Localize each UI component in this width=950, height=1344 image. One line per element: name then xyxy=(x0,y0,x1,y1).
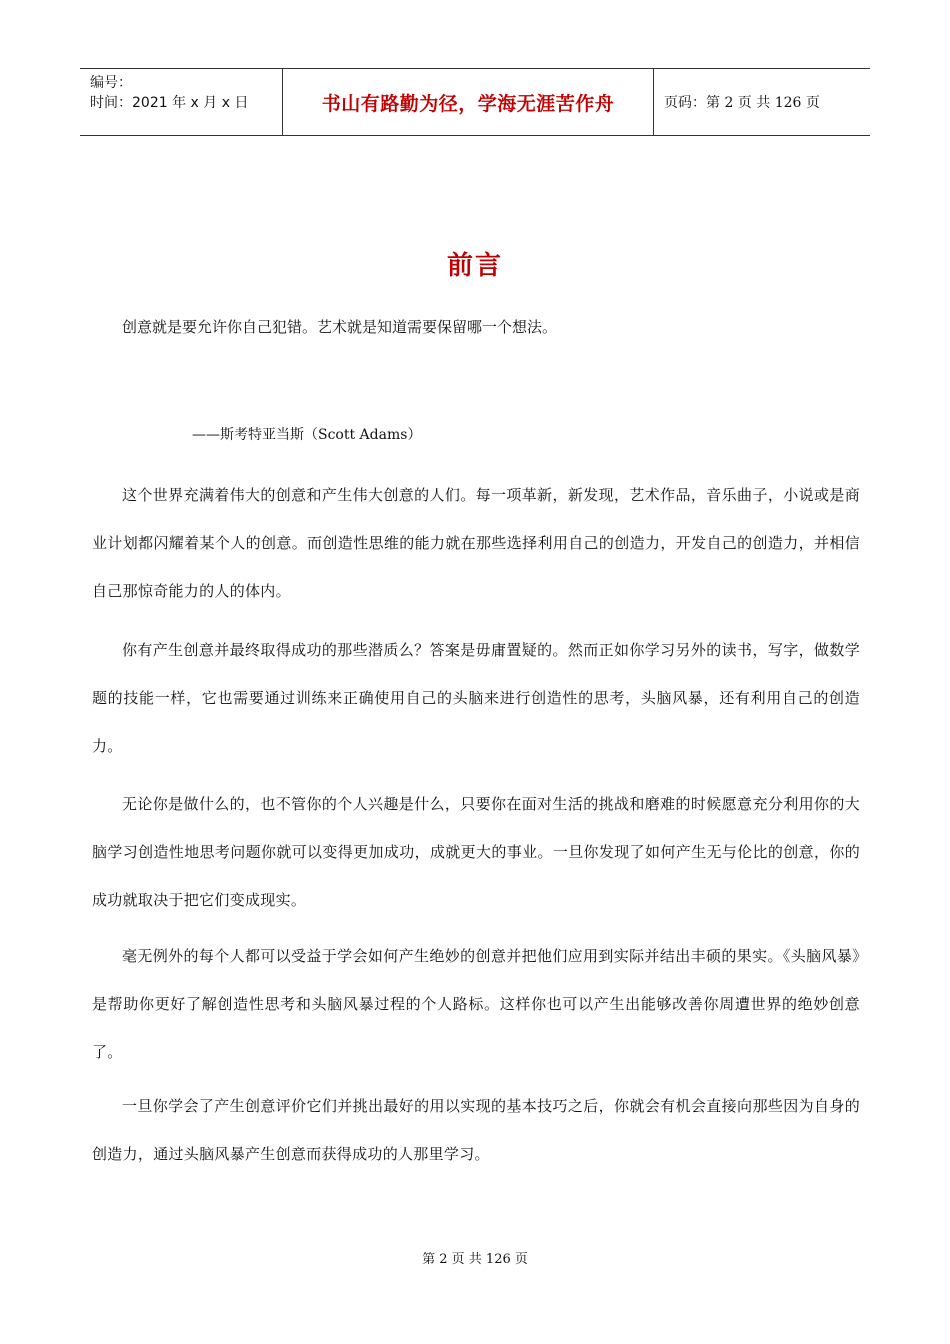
epigraph-quote: 创意就是要允许你自己犯错。艺术就是知道需要保留哪一个想法。 xyxy=(122,318,558,336)
page-title: 前言 xyxy=(446,251,503,281)
header-motto: 书山有路勤为径，学海无涯苦作舟 xyxy=(282,69,654,135)
paragraph-2: 你有产生创意并最终取得成功的那些潜质么？答案是毋庸置疑的。然而正如你学习另外的读书，写字，做数学题的技能一样，它也需要通过训练来正确使用自己的头脑来进行创造性的思考，头脑风暴，还有利用自己的创造力。 xyxy=(92,641,860,755)
header-time-label: 时间：2021 年 x 月 x 日 xyxy=(90,95,249,111)
epigraph-attribution: ——斯考特亚当斯（Scott Adams） xyxy=(192,427,422,443)
header-number-label: 编号： xyxy=(90,75,132,91)
paragraph-5: 一旦你学会了产生创意评价它们并挑出最好的用以实现的基本技巧之后，你就会有机会直接向那些因为自身的创造力，通过头脑风暴产生创意而获得成功的人那里学习。 xyxy=(92,1097,860,1163)
document-header xyxy=(80,68,870,136)
paragraph-1: 这个世界充满着伟大的创意和产生伟大创意的人们。每一项革新，新发现，艺术作品，音乐曲子，小说或是商业计划都闪耀着某个人的创意。而创造性思维的能力就在那些选择利用自己的创造力，开发自己的创造力，并相信自己那惊奇能力的人的体内。 xyxy=(92,486,860,600)
page-footer: 第 2 页 共 126 页 xyxy=(422,1252,528,1267)
paragraph-3: 无论你是做什么的，也不管你的个人兴趣是什么，只要你在面对生活的挑战和磨难的时候愿意充分利用你的大脑学习创造性地思考问题你就可以变得更加成功，成就更大的事业。一旦你发现了如何产生无与伦比的创意，你的成功就取决于把它们变成现实。 xyxy=(92,795,860,909)
paragraph-4: 毫无例外的每个人都可以受益于学会如何产生绝妙的创意并把他们应用到实际并结出丰硕的果实。《头脑风暴》是帮助你更好了解创造性思考和头脑风暴过程的个人路标。这样你也可以产生出能够改善你周遭世界的绝妙创意了。 xyxy=(92,947,860,1061)
header-meta-cell xyxy=(80,69,282,135)
header-page-info: 页码：第 2 页 共 126 页 xyxy=(664,95,820,111)
